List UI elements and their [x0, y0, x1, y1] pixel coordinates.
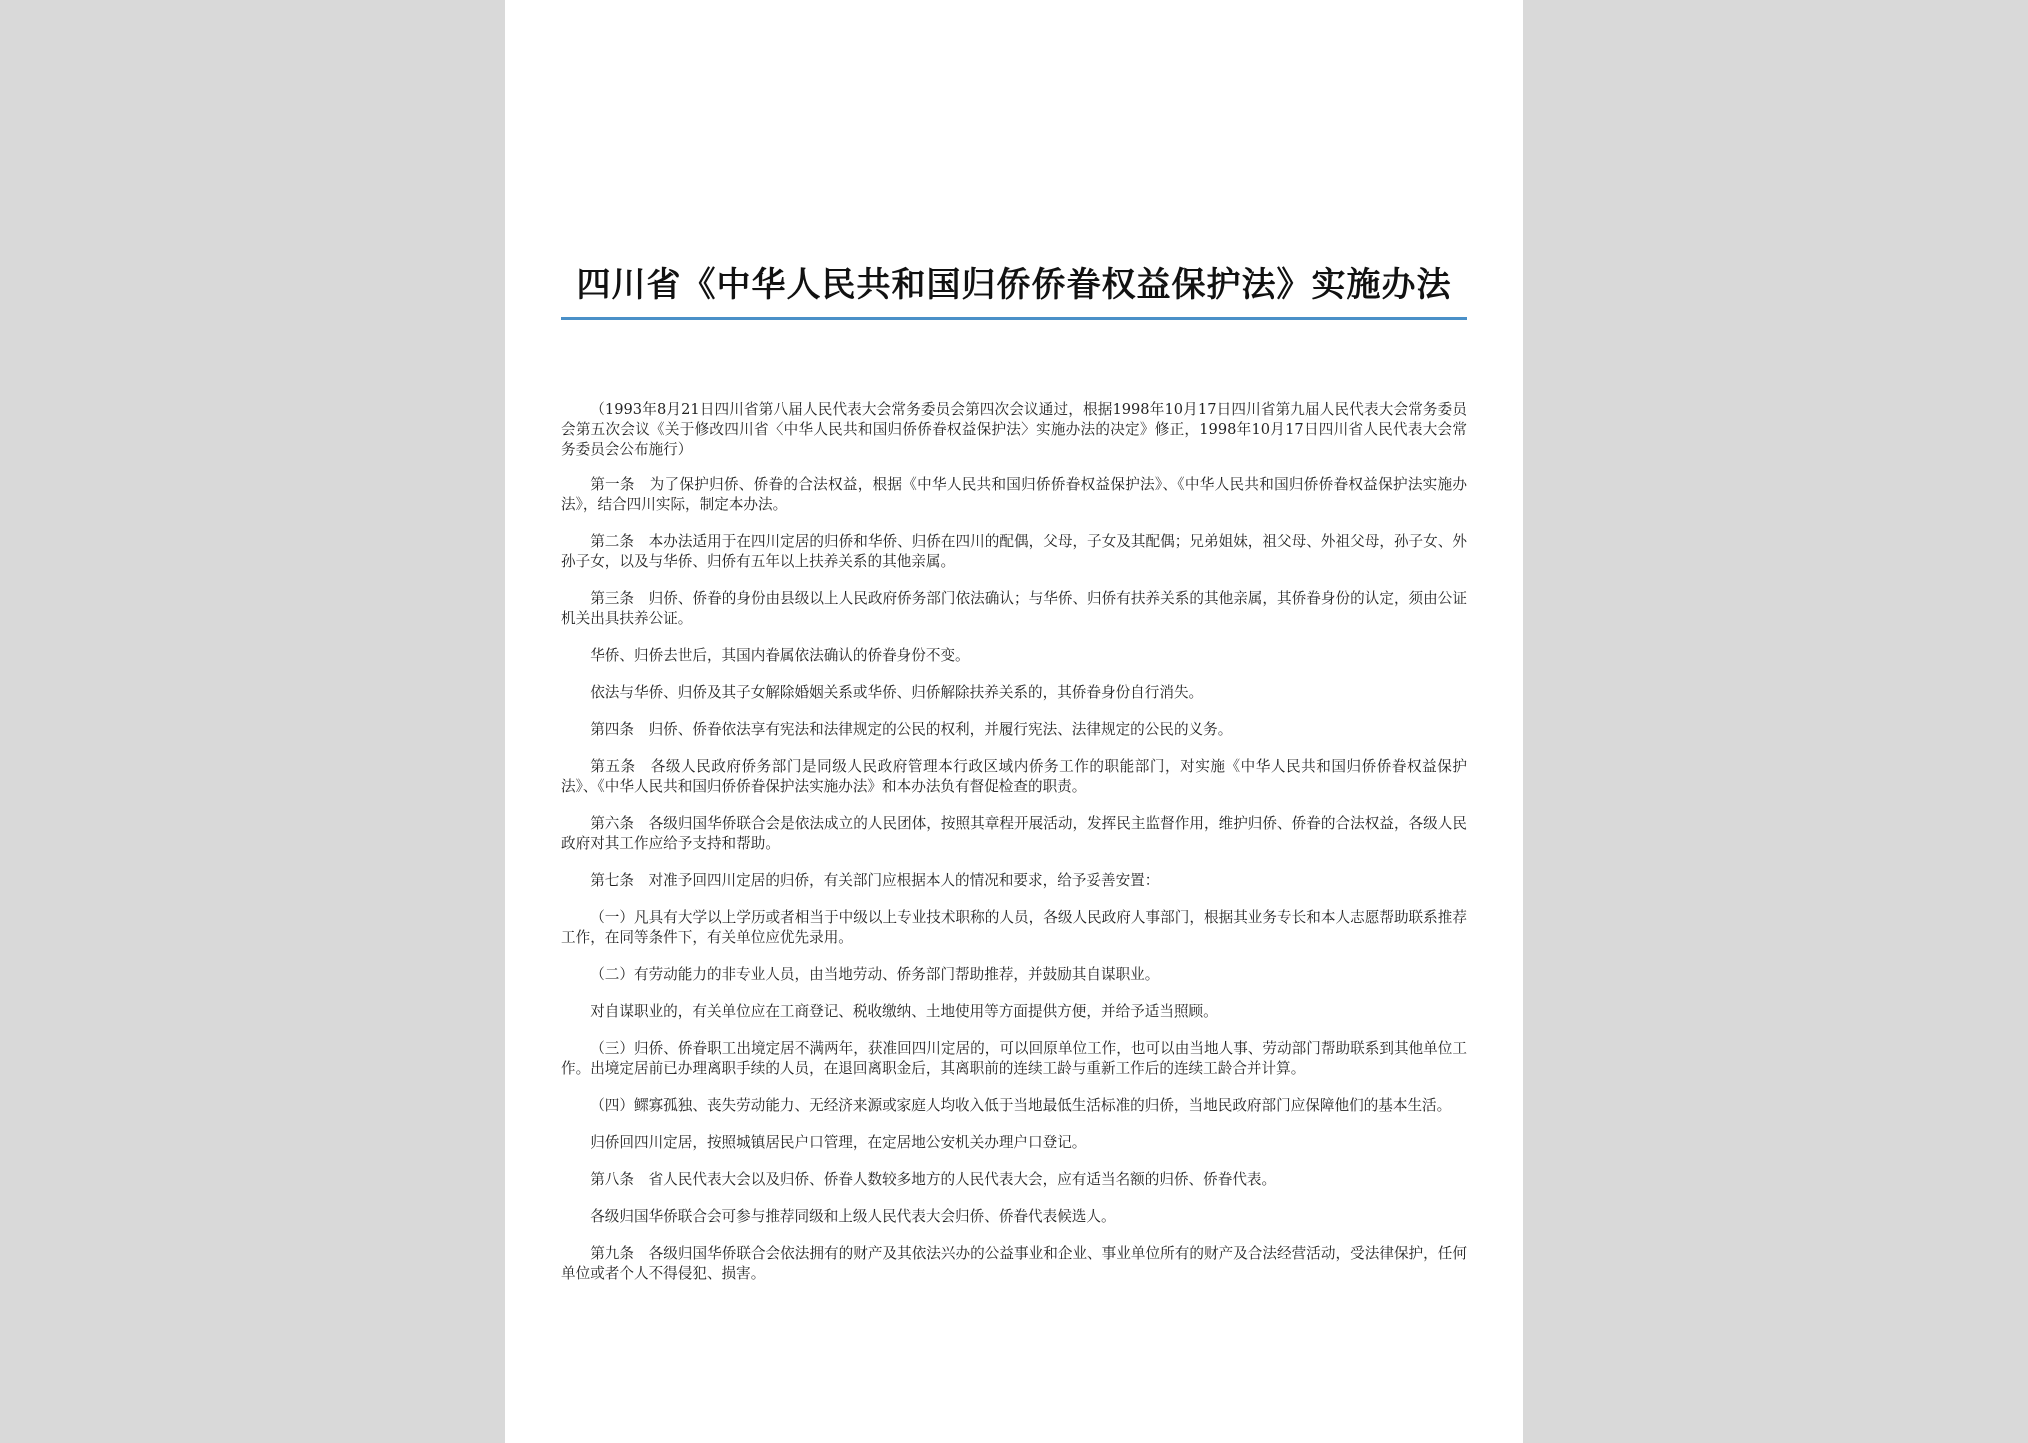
article-paragraph: 归侨回四川定居，按照城镇居民户口管理，在定居地公安机关办理户口登记。 — [590, 1134, 1087, 1151]
article-paragraph: 第四条 归侨、侨眷依法享有宪法和法律规定的公民的权利，并履行宪法、法律规定的公民的义务。 — [590, 721, 1233, 738]
page-content — [561, 262, 1467, 1301]
preamble-paragraph: （1993年8月21日四川省第八届人民代表大会常务委员会第四次会议通过，根据1998年10月17日四川省第九届人民代表大会常务委员会第五次会议《关于修改四川省〈中华人民共和国归侨侨眷权益保护法〉实施办法的决定》修正，1998年10月17日四川省人民代表大会常务委员会公布施行） — [561, 401, 1467, 458]
article-paragraph: 第七条 对准予回四川定居的归侨，有关部门应根据本人的情况和要求，给予妥善安置： — [590, 872, 1160, 889]
article-paragraph: 各级归国华侨联合会可参与推荐同级和上级人民代表大会归侨、侨眷代表候选人。 — [590, 1208, 1116, 1225]
article-paragraph: （四）鳏寡孤独、丧失劳动能力、无经济来源或家庭人均收入低于当地最低生活标准的归侨，当地民政府部门应保障他们的基本生活。 — [590, 1097, 1452, 1114]
article-paragraph: 第一条 为了保护归侨、侨眷的合法权益，根据《中华人民共和国归侨侨眷权益保护法》、《中华人民共和国归侨侨眷权益保护法实施办法》，结合四川实际，制定本办法。 — [561, 476, 1467, 513]
article-paragraph: 华侨、归侨去世后，其国内眷属依法确认的侨眷身份不变。 — [590, 647, 970, 664]
article-paragraph: 第三条 归侨、侨眷的身份由县级以上人民政府侨务部门依法确认；与华侨、归侨有扶养关系的其他亲属，其侨眷身份的认定，须由公证机关出具扶养公证。 — [561, 590, 1467, 627]
article-paragraph: （二）有劳动能力的非专业人员，由当地劳动、侨务部门帮助推荐，并鼓励其自谋职业。 — [590, 966, 1160, 983]
article-paragraph: 第二条 本办法适用于在四川定居的归侨和华侨、归侨在四川的配偶，父母，子女及其配偶；兄弟姐妹，祖父母、外祖父母，孙子女、外孙子女，以及与华侨、归侨有五年以上扶养关系的其他亲属。 — [561, 533, 1467, 570]
article-paragraph: 对自谋职业的，有关单位应在工商登记、税收缴纳、土地使用等方面提供方便，并给予适当照顾。 — [590, 1003, 1218, 1020]
article-paragraph: 第五条 各级人民政府侨务部门是同级人民政府管理本行政区域内侨务工作的职能部门，对实施《中华人民共和国归侨侨眷权益保护法》、《中华人民共和国归侨侨眷保护法实施办法》和本办法负有督促检查的职责。 — [561, 758, 1467, 795]
document-title: 四川省《中华人民共和国归侨侨眷权益保护法》实施办法 — [576, 265, 1452, 305]
article-paragraph: 第八条 省人民代表大会以及归侨、侨眷人数较多地方的人民代表大会，应有适当名额的归侨、侨眷代表。 — [590, 1171, 1277, 1188]
article-paragraph: 依法与华侨、归侨及其子女解除婚姻关系或华侨、归侨解除扶养关系的，其侨眷身份自行消失。 — [590, 684, 1204, 701]
article-paragraph: 第九条 各级归国华侨联合会依法拥有的财产及其依法兴办的公益事业和企业、事业单位所有的财产及合法经营活动，受法律保护，任何单位或者个人不得侵犯、损害。 — [561, 1245, 1467, 1282]
article-paragraph: （一）凡具有大学以上学历或者相当于中级以上专业技术职称的人员，各级人民政府人事部门，根据其业务专长和本人志愿帮助联系推荐工作，在同等条件下，有关单位应优先录用。 — [561, 909, 1467, 946]
article-paragraph: 第六条 各级归国华侨联合会是依法成立的人民团体，按照其章程开展活动，发挥民主监督作用，维护归侨、侨眷的合法权益，各级人民政府对其工作应给予支持和帮助。 — [561, 815, 1467, 852]
title-divider — [561, 317, 1467, 320]
document-body — [561, 400, 1467, 1284]
article-paragraph: （三）归侨、侨眷职工出境定居不满两年，获准回四川定居的，可以回原单位工作，也可以由当地人事、劳动部门帮助联系到其他单位工作。出境定居前已办理离职手续的人员，在退回离职金后，其离职前的连续工龄与重新工作后的连续工龄合并计算。 — [561, 1040, 1467, 1077]
document-page — [505, 0, 1523, 1443]
